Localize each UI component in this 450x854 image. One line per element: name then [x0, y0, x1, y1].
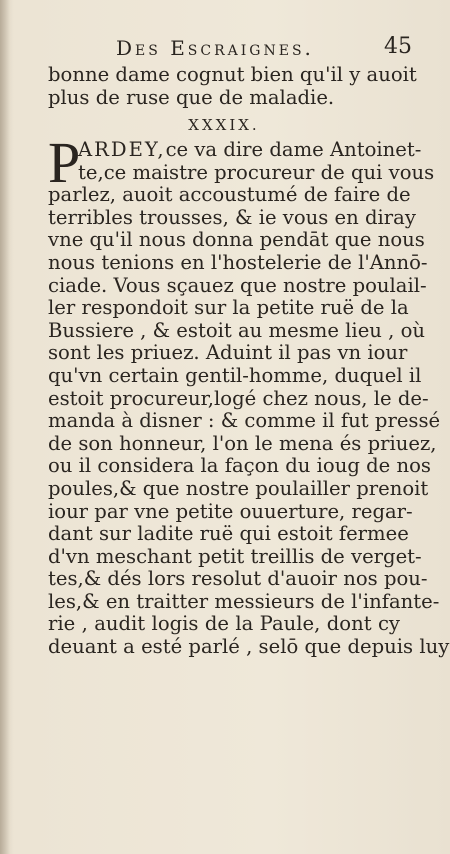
text-line: dant sur ladite ruë qui estoit fermee: [48, 522, 409, 546]
text-line: d'vn meschant petit treillis de verget-: [48, 544, 422, 568]
page-number: 45: [384, 34, 412, 59]
text-line: te,ce maistre procureur de qui vous: [78, 160, 435, 184]
text-line: manda à disner : & comme il fut pressé: [48, 409, 441, 433]
text-line: iour par vne petite ouuerture, regar-: [48, 499, 413, 523]
text-line: bonne dame cognut bien qu'il y auoit: [48, 63, 417, 86]
text-line: deuant a esté parlé , selō que depuis luy: [48, 635, 450, 659]
previous-chapter-ending: [48, 63, 417, 109]
text-line: nous tenions en l'hostelerie de l'Annō-: [48, 250, 428, 274]
text-line: plus de ruse que de maladie.: [48, 85, 335, 109]
text-line: tes,& dés lors resolut d'auoir nos pou-: [48, 567, 428, 591]
text-line: ler respondoit sur la petite ruë de la: [48, 296, 409, 320]
text-line: ciade. Vous sçauez que nostre poulail-: [48, 273, 427, 297]
text-line: les,& en traitter messieurs de l'infante-: [48, 589, 440, 613]
drop-cap: P: [48, 130, 81, 195]
gutter-shadow: [0, 0, 10, 854]
chapter-body: [48, 130, 450, 659]
running-head: Des Escraignes.: [116, 36, 314, 60]
text-line: poules,& que nostre poulailler prenoit: [48, 476, 429, 500]
chapter-number: XXXIX.: [188, 116, 260, 134]
text-line: terribles trousses, & ie vous en diray: [48, 205, 416, 229]
text-line: sont les priuez. Aduint il pas vn iour: [48, 341, 408, 365]
text-line: estoit procureur,logé chez nous, le de-: [48, 386, 429, 410]
opening-line-text: ce va dire dame Antoinet-: [165, 138, 422, 161]
text-line: parlez, auoit accoustumé de faire de: [48, 183, 411, 207]
text-line: [48, 138, 422, 161]
text-line: ou il considera la façon du ioug de nos: [48, 454, 431, 478]
text-line: de son honneur, l'on le mena és priuez,: [48, 431, 437, 455]
text-line: qu'vn certain gentil-homme, duquel il: [48, 363, 422, 387]
text-line: rie , audit logis de la Paule, dont cy: [48, 612, 400, 636]
page-header: [48, 34, 412, 62]
text-line: Bussiere , & estoit au mesme lieu , où: [48, 318, 426, 342]
opening-word: ARDEY,: [78, 138, 166, 161]
text-line: vne qu'il nous donna pendāt que nous: [48, 228, 425, 252]
